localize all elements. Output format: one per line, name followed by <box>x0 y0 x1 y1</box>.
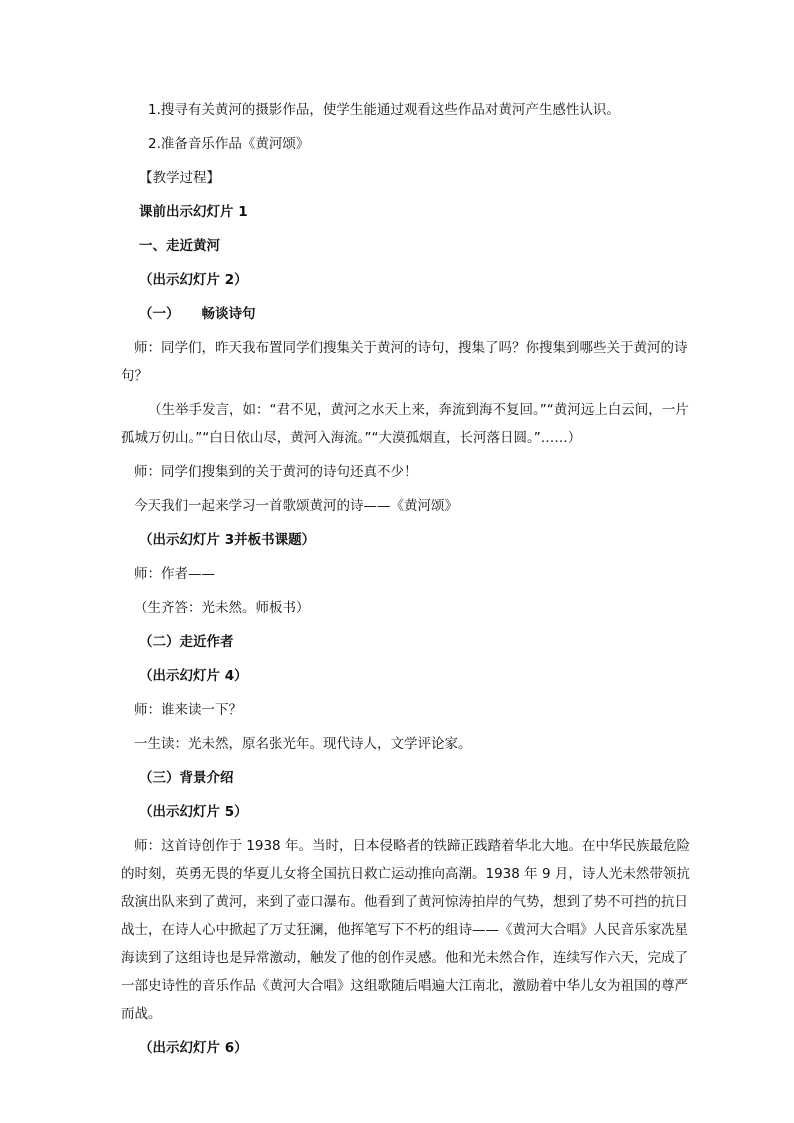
subheading-text: 畅谈诗句 <box>201 306 256 322</box>
prep-item-2: 2.准备音乐作品《黄河颂》 <box>148 136 310 152</box>
subheading-author: （二）走近作者 <box>139 634 234 650</box>
student-read-author: 一生读：光未然，原名张光年。现代诗人，文学评论家。 <box>134 736 472 752</box>
student-author-answer: （生齐答：光未然。师板书） <box>134 600 310 616</box>
teacher-question-poems: 师：同学们，昨天我布置同学们搜集关于黄河的诗句，搜集了吗？你搜集到哪些关于黄河的诗句？ <box>121 340 688 384</box>
lesson-intro: 今天我们一起来学习一首歌颂黄河的诗——《黄河颂》 <box>134 498 458 514</box>
heading-approach-yellow-river: 一、走近黄河 <box>139 238 220 254</box>
slide-note-4: （出示幻灯片 4） <box>139 668 248 684</box>
subheading-number: （一） <box>139 306 180 322</box>
slide-note-6: （出示幻灯片 6） <box>139 1040 248 1056</box>
subheading-poems <box>121 300 693 328</box>
teacher-author-prompt: 师：作者—— <box>134 566 215 582</box>
document-body <box>121 96 693 1062</box>
slide-note-2: （出示幻灯片 2） <box>139 272 248 288</box>
teacher-read-prompt: 师：谁来读一下？ <box>134 702 242 718</box>
slide-note-5: （出示幻灯片 5） <box>139 804 248 820</box>
student-answer-poems: （生举手发言，如：“君不见，黄河之水天上来，奔流到海不复回。”“黄河远上白云间，一片孤城万仞山。”“白日依山尽，黄河入海流。”“大漠孤烟直，长河落日圆。”……） <box>121 402 689 446</box>
background-paragraph: 师：这首诗创作于 1938 年。当时，日本侵略者的铁蹄正践踏着华北大地。在中华民族最危险的时刻，英勇无畏的华夏儿女将全国抗日救亡运动推向高潮。1938 年 9 月，诗人光未然带领抗敌演出队来到了黄河，来到了壶口瀑布。他看到了黄河惊涛拍岸的气势，想到了势不可挡的抗日战士，在诗人心中掀起了万丈狂澜，他挥笔写下不朽的组诗——《黄河大合唱》人民音乐家冼星海读到了这组诗也是异常激动，触发了他的创作灵感。他和光未然合作，连续写作六天，完成了一部史诗性的音乐作品《黄河大合唱》这组歌随后唱遍大江南北，激励着中华儿女为祖国的尊严而战。 <box>121 838 690 1022</box>
teacher-comment: 师：同学们搜集到的关于黄河的诗句还真不少！ <box>134 464 418 480</box>
section-heading-process: 【教学过程】 <box>139 170 220 186</box>
subheading-background: （三）背景介绍 <box>139 770 234 786</box>
prep-item-1: 1.搜寻有关黄河的摄影作品，使学生能通过观看这些作品对黄河产生感性认识。 <box>148 102 620 118</box>
slide-note-1: 课前出示幻灯片 1 <box>139 204 248 220</box>
slide-note-3: （出示幻灯片 3并板书课题） <box>139 532 316 548</box>
